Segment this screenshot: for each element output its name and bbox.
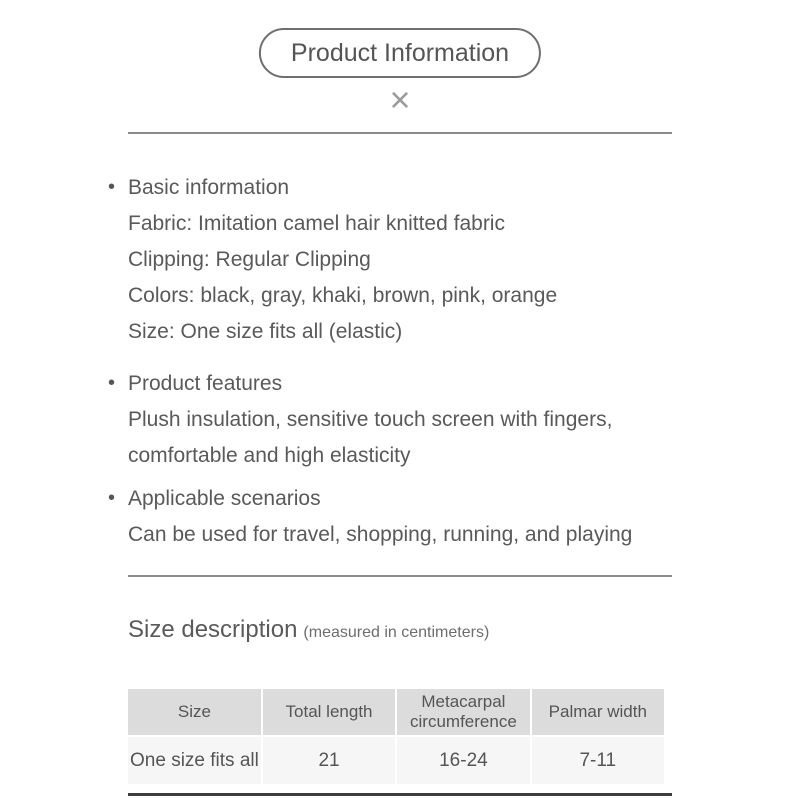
section-line: Colors: black, gray, khaki, brown, pink, orange <box>128 284 558 307</box>
page-title: Product Information <box>290 39 510 67</box>
section-line: Plush insulation, sensitive touch screen with fingers, comfortable and high elasticity <box>128 408 613 467</box>
table-cell-size-value: One size fits all <box>128 737 261 784</box>
table-header-cell-palmar-width: Palmar width <box>532 689 664 735</box>
section-product-features <box>108 366 680 474</box>
bullet-icon: • <box>108 176 116 198</box>
table-cell-metacarpal-circumference-value: 16-24 <box>397 737 529 784</box>
table-header-cell-metacarpal-circumference: Metacarpal circumference <box>397 689 529 735</box>
page-title-pill <box>259 28 541 78</box>
size-description-title <box>128 616 489 644</box>
section-heading-text: Basic information <box>128 176 290 199</box>
bottom-divider <box>128 793 672 796</box>
table-header-cell-total-length: Total length <box>263 689 395 735</box>
section-applicable-scenarios <box>108 481 680 553</box>
size-description-text: Size description <box>128 616 298 643</box>
table-cell-palmar-width-value: 7-11 <box>532 737 664 784</box>
section-line: Size: One size fits all (elastic) <box>128 320 403 343</box>
top-divider <box>128 132 672 134</box>
bullet-icon: • <box>108 487 116 509</box>
size-description-note: (measured in centimeters) <box>303 624 490 641</box>
table-cell-total-length-value: 21 <box>263 737 395 784</box>
size-table <box>128 689 664 784</box>
table-header-cell-size: Size <box>128 689 261 735</box>
close-icon[interactable]: × <box>389 79 411 120</box>
section-basic-information <box>108 170 680 350</box>
bullet-icon: • <box>108 372 116 394</box>
section-heading-text: Applicable scenarios <box>128 487 321 510</box>
middle-divider <box>128 575 672 577</box>
section-heading-text: Product features <box>128 372 283 395</box>
section-line: Clipping: Regular Clipping <box>128 248 371 271</box>
section-heading <box>108 366 680 402</box>
section-heading <box>108 170 680 206</box>
section-heading <box>108 481 680 517</box>
section-line: Can be used for travel, shopping, running, and playing <box>128 523 633 546</box>
section-line: Fabric: Imitation camel hair knitted fabric <box>128 212 505 235</box>
